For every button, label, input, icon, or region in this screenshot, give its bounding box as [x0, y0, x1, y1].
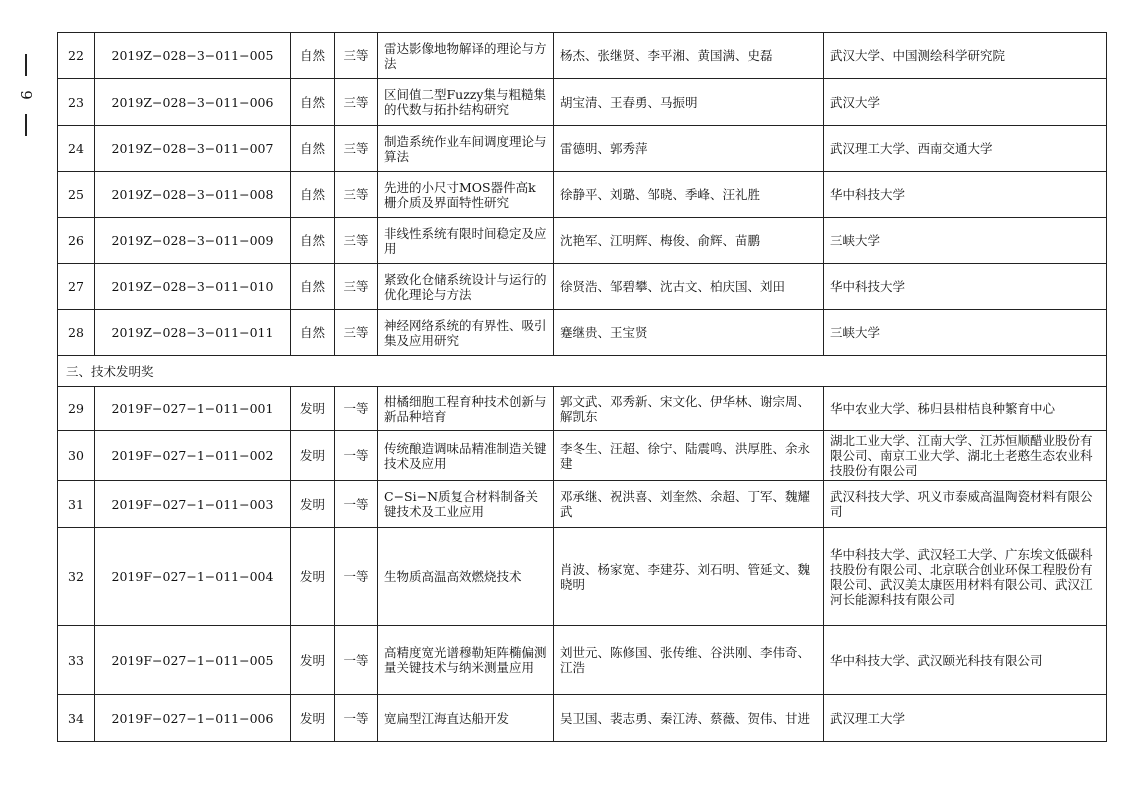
cell-project: 制造系统作业车间调度理论与算法: [378, 126, 554, 172]
cell-people: 邓承继、祝洪喜、刘奎然、余超、丁军、魏耀武: [554, 481, 824, 528]
cell-no: 30: [58, 431, 95, 481]
cell-project: 雷达影像地物解译的理论与方法: [378, 33, 554, 79]
cell-orgs: 华中科技大学: [824, 264, 1107, 310]
cell-code: 2019F−027−1−011−001: [95, 387, 291, 431]
cell-orgs: 三峡大学: [824, 218, 1107, 264]
cell-no: 31: [58, 481, 95, 528]
cell-code: 2019Z−028−3−011−008: [95, 172, 291, 218]
cell-code: 2019F−027−1−011−006: [95, 695, 291, 742]
cell-grade: 三等: [335, 218, 378, 264]
table-row: [58, 79, 1107, 126]
cell-grade: 三等: [335, 126, 378, 172]
cell-project: 非线性系统有限时间稳定及应用: [378, 218, 554, 264]
table-row: [58, 172, 1107, 218]
cell-no: 24: [58, 126, 95, 172]
table-row: [58, 387, 1107, 431]
cell-project: 宽扁型江海直达船开发: [378, 695, 554, 742]
cell-people: 胡宝清、王春勇、马振明: [554, 79, 824, 126]
cell-type: 自然: [291, 310, 335, 356]
cell-orgs: 三峡大学: [824, 310, 1107, 356]
cell-grade: 三等: [335, 33, 378, 79]
cell-code: 2019Z−028−3−011−010: [95, 264, 291, 310]
table-row: [58, 310, 1107, 356]
cell-no: 27: [58, 264, 95, 310]
cell-people: 李冬生、汪超、徐宁、陆震鸣、洪厚胜、余永建: [554, 431, 824, 481]
cell-no: 33: [58, 626, 95, 695]
cell-orgs: 湖北工业大学、江南大学、江苏恒顺醋业股份有限公司、南京工业大学、湖北土老憨生态农业科技股份有限公司: [824, 431, 1107, 481]
cell-type: 自然: [291, 172, 335, 218]
cell-project: 传统酿造调味品精准制造关键技术及应用: [378, 431, 554, 481]
cell-orgs: 武汉理工大学、西南交通大学: [824, 126, 1107, 172]
cell-no: 26: [58, 218, 95, 264]
cell-type: 自然: [291, 79, 335, 126]
cell-orgs: 华中科技大学、武汉颐光科技有限公司: [824, 626, 1107, 695]
table-row: [58, 626, 1107, 695]
cell-orgs: 华中科技大学: [824, 172, 1107, 218]
cell-no: 32: [58, 528, 95, 626]
cell-grade: 一等: [335, 695, 378, 742]
cell-grade: 一等: [335, 528, 378, 626]
cell-code: 2019Z−028−3−011−011: [95, 310, 291, 356]
table-body-invention: [58, 387, 1107, 742]
table-row: [58, 695, 1107, 742]
cell-type: 发明: [291, 528, 335, 626]
cell-people: 吴卫国、裴志勇、秦江涛、蔡薇、贺伟、甘进: [554, 695, 824, 742]
section-heading: 三、技术发明奖: [58, 356, 1107, 387]
cell-grade: 一等: [335, 431, 378, 481]
cell-people: 徐静平、刘璐、邹晓、季峰、汪礼胜: [554, 172, 824, 218]
cell-people: 杨杰、张继贤、李平湘、黄国满、史磊: [554, 33, 824, 79]
cell-orgs: 武汉大学、中国测绘科学研究院: [824, 33, 1107, 79]
cell-orgs: 华中科技大学、武汉轻工大学、广东埃文低碳科技股份有限公司、北京联合创业环保工程股份有限公司、武汉美太康医用材料有限公司、武汉江河长能源科技有限公司: [824, 528, 1107, 626]
page-number-text: 9: [16, 90, 35, 100]
cell-grade: 三等: [335, 310, 378, 356]
cell-code: 2019Z−028−3−011−009: [95, 218, 291, 264]
cell-no: 23: [58, 79, 95, 126]
table-body-natural-science: [58, 33, 1107, 356]
table-row: [58, 33, 1107, 79]
cell-type: 发明: [291, 695, 335, 742]
cell-code: 2019Z−028−3−011−006: [95, 79, 291, 126]
cell-project: 先进的小尺寸MOS器件高k栅介质及界面特性研究: [378, 172, 554, 218]
cell-type: 发明: [291, 387, 335, 431]
cell-project: C−Si−N质复合材料制备关键技术及工业应用: [378, 481, 554, 528]
cell-orgs: 华中农业大学、秭归县柑桔良种繁育中心: [824, 387, 1107, 431]
table-row: [58, 528, 1107, 626]
cell-code: 2019F−027−1−011−004: [95, 528, 291, 626]
cell-people: 郭文武、邓秀新、宋文化、伊华林、谢宗周、解凯东: [554, 387, 824, 431]
cell-grade: 三等: [335, 172, 378, 218]
cell-people: 肖波、杨家宽、李建芬、刘石明、管延文、魏晓明: [554, 528, 824, 626]
cell-type: 自然: [291, 126, 335, 172]
cell-code: 2019F−027−1−011−002: [95, 431, 291, 481]
cell-people: 沈艳军、江明辉、梅俊、俞辉、苗鹏: [554, 218, 824, 264]
table-row: [58, 264, 1107, 310]
cell-no: 29: [58, 387, 95, 431]
cell-no: 28: [58, 310, 95, 356]
section-row: [58, 356, 1107, 387]
cell-code: 2019F−027−1−011−003: [95, 481, 291, 528]
table-row: [58, 481, 1107, 528]
cell-orgs: 武汉理工大学: [824, 695, 1107, 742]
cell-grade: 一等: [335, 626, 378, 695]
cell-project: 神经网络系统的有界性、吸引集及应用研究: [378, 310, 554, 356]
cell-type: 发明: [291, 481, 335, 528]
cell-code: 2019Z−028−3−011−005: [95, 33, 291, 79]
cell-code: 2019F−027−1−011−005: [95, 626, 291, 695]
table-section: [58, 356, 1107, 387]
cell-grade: 一等: [335, 387, 378, 431]
cell-no: 34: [58, 695, 95, 742]
cell-no: 22: [58, 33, 95, 79]
cell-grade: 一等: [335, 481, 378, 528]
cell-type: 自然: [291, 264, 335, 310]
cell-project: 柑橘细胞工程育种技术创新与新品种培育: [378, 387, 554, 431]
table-row: [58, 126, 1107, 172]
cell-people: 蹇继贵、王宝贤: [554, 310, 824, 356]
cell-no: 25: [58, 172, 95, 218]
cell-people: 刘世元、陈修国、张传维、谷洪刚、李伟奇、江浩: [554, 626, 824, 695]
cell-people: 徐贤浩、邹碧攀、沈古文、柏庆国、刘田: [554, 264, 824, 310]
cell-grade: 三等: [335, 79, 378, 126]
table-row: [58, 431, 1107, 481]
cell-type: 发明: [291, 626, 335, 695]
cell-code: 2019Z−028−3−011−007: [95, 126, 291, 172]
cell-orgs: 武汉科技大学、巩义市泰威高温陶瓷材料有限公司: [824, 481, 1107, 528]
cell-project: 生物质高温高效燃烧技术: [378, 528, 554, 626]
cell-project: 区间值二型Fuzzy集与粗糙集的代数与拓扑结构研究: [378, 79, 554, 126]
page-number-dash-top: [25, 54, 27, 76]
page-number: [14, 52, 38, 152]
cell-people: 雷德明、郭秀萍: [554, 126, 824, 172]
cell-type: 自然: [291, 218, 335, 264]
awards-table: [57, 32, 1107, 742]
cell-grade: 三等: [335, 264, 378, 310]
cell-type: 自然: [291, 33, 335, 79]
page-number-dash-bottom: [25, 114, 27, 136]
table-row: [58, 218, 1107, 264]
cell-orgs: 武汉大学: [824, 79, 1107, 126]
cell-type: 发明: [291, 431, 335, 481]
cell-project: 紧致化仓储系统设计与运行的优化理论与方法: [378, 264, 554, 310]
cell-project: 高精度宽光谱穆勒矩阵椭偏测量关键技术与纳米测量应用: [378, 626, 554, 695]
